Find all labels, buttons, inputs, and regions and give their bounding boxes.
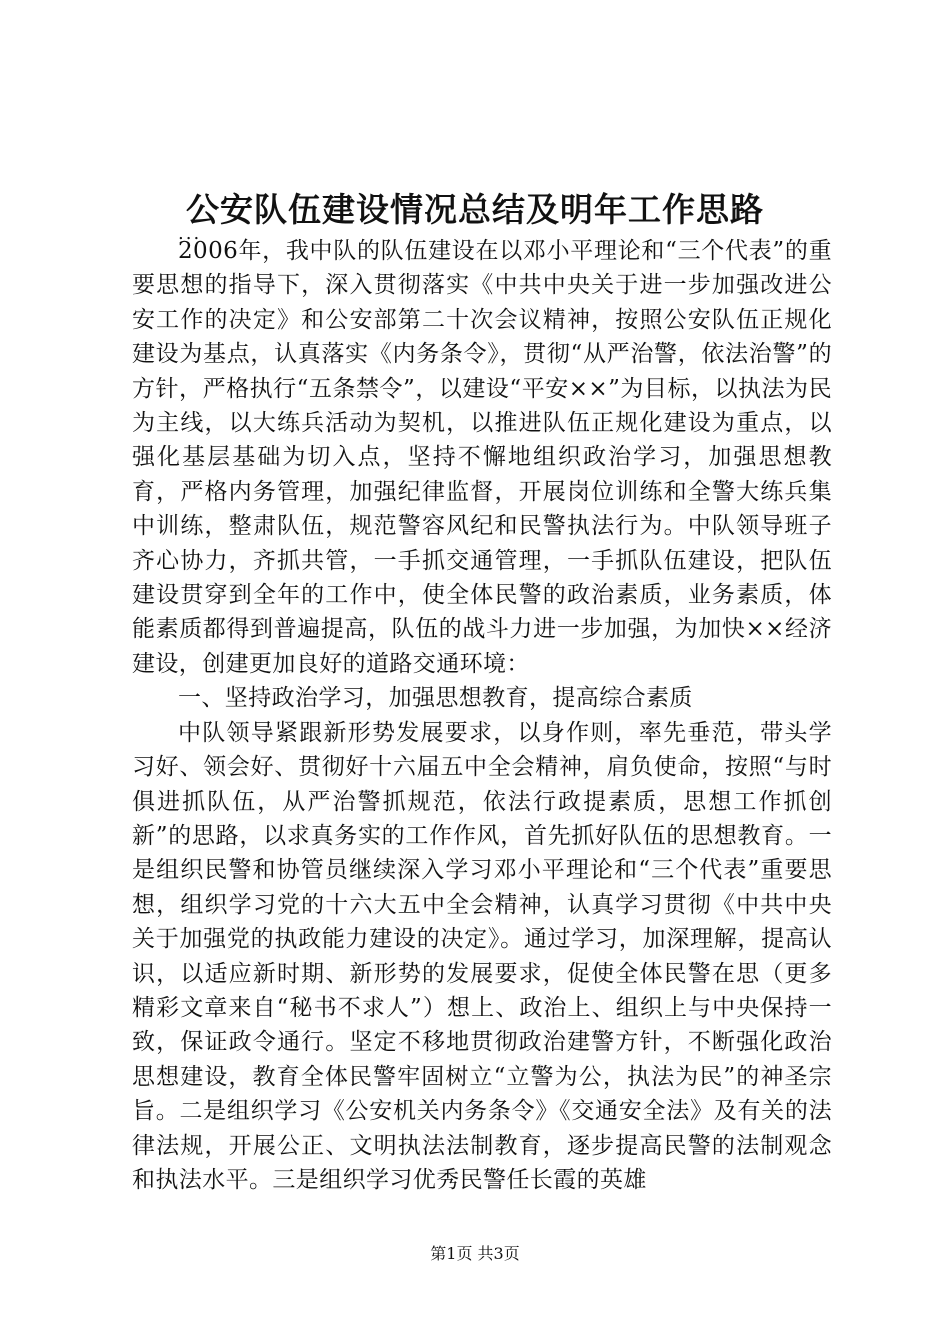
document-title: 公安队伍建设情况总结及明年工作思路 bbox=[186, 190, 764, 229]
document-body bbox=[132, 234, 832, 1197]
ellipsis-mark: ... bbox=[178, 223, 202, 244]
paragraph-intro: 2006年，我中队的队伍建设在以邓小平理论和“三个代表”的重要思想的指导下，深入贯彻落实《中共中央关于进一步加强改进公安工作的决定》和公安部第二十次会议精神，按照公安队伍正规化建设为基点，认真落实《内务条令》，贯彻“从严治警，依法治警”的方针，严格执行“五条禁令”，以建设“平安××”为目标，以执法为民为主线，以大练兵活动为契机，以推进队伍正规化建设为重点，以强化基层基础为切入点，坚持不懈地组织政治学习，加强思想教育，严格内务管理，加强纪律监督，开展岗位训练和全警大练兵集中训练，整肃队伍，规范警容风纪和民警执法行为。中队领导班子齐心协力，齐抓共管，一手抓交通管理，一手抓队伍建设，把队伍建设贯穿到全年的工作中，使全体民警的政治素质，业务素质，体能素质都得到普遍提高，队伍的战斗力进一步加强，为加快××经济建设，创建更加良好的道路交通环境： bbox=[132, 238, 832, 677]
page-footer: 第1页 共3页 bbox=[430, 1244, 520, 1263]
paragraph-section-1: 中队领导紧跟新形势发展要求，以身作则，率先垂范，带头学习好、领会好、贯彻好十六届五中全会精神，肩负使命，按照“与时俱进抓队伍，从严治警抓规范，依法行政提素质，思想工作抓创新”的思路，以求真务实的工作作风，首先抓好队伍的思想教育。一是组织民警和协管员继续深入学习邓小平理论和“三个代表”重要思想，组织学习党的十六大五中全会精神，认真学习贯彻《中共中央关于加强党的执政能力建设的决定》。通过学习，加深理解，提高认识，以适应新时期、新形势的发展要求，促使全体民警在思（更多精彩文章来自“秘书不求人”）想上、政治上、组织上与中央保持一致，保证政令通行。坚定不移地贯彻政治建警方针，不断强化政治思想建设，教育全体民警牢固树立“立警为公，执法为民”的神圣宗旨。二是组织学习《公安机关内务条令》《交通安全法》及有关的法律法规，开展公正、文明执法法制教育，逐步提高民警的法制观念和执法水平。三是组织学习优秀民警任长霞的英雄 bbox=[132, 719, 832, 1193]
section-heading-1: 一、坚持政治学习，加强思想教育，提高综合素质 bbox=[178, 685, 693, 712]
